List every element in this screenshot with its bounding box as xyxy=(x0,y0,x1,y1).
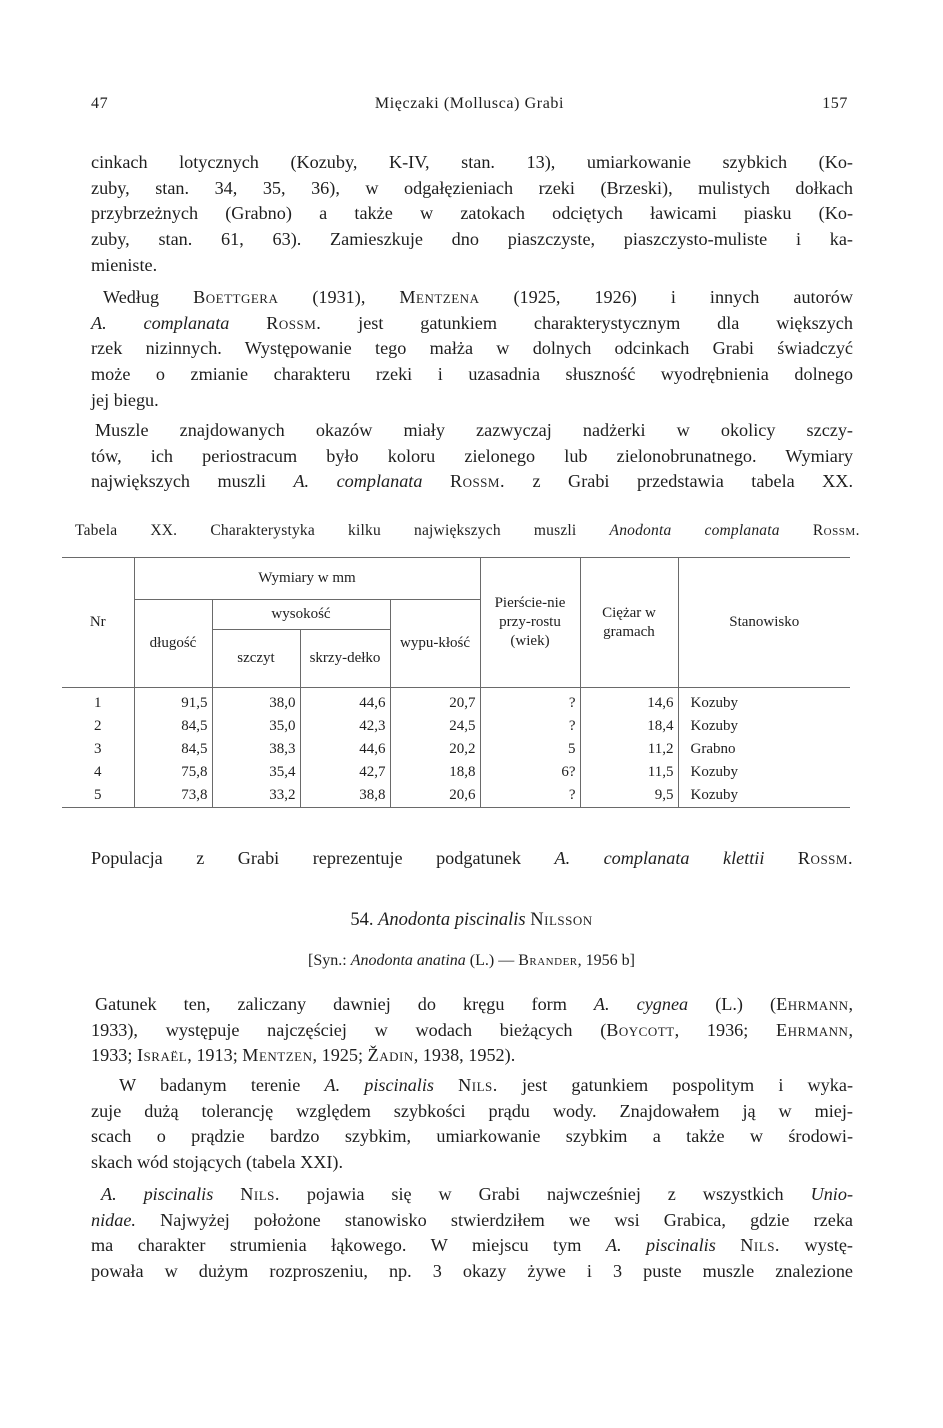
cell-szczyt: 38,0 xyxy=(212,688,300,716)
species-name: A. piscinalis xyxy=(324,1075,434,1095)
text-line: zuje dużą tolerancję względem szybkości prądu wody. Znajdowałem ją w miej- xyxy=(91,1100,853,1121)
header-wysokosc: wysokość xyxy=(212,600,390,630)
text-run: jest gatunkiem charakterystycznym dla większych xyxy=(321,312,853,333)
author-name: Žadin xyxy=(367,1045,414,1066)
header-wymiary: Wymiary w mm xyxy=(134,558,480,600)
text-line: przybrzeżnych (Grabno) a także w zatokach odciętych ławicami piasku (Ko- xyxy=(91,203,853,224)
author-name: Rossm. xyxy=(449,471,506,492)
family-name: Unio- xyxy=(810,1184,854,1204)
cell-stanowisko: Kozuby xyxy=(678,784,850,808)
text-line: zuby, stan. 34, 35, 36), w odgałęzieniach rzeki (Brzeski), mulistych dołkach xyxy=(91,177,853,198)
header-dlugosc: długość xyxy=(134,600,212,688)
cell-pierscienie: ? xyxy=(480,688,580,716)
text-run: Najwyżej położone stanowisko stwierdziłem we wsi Grabica, gdzie rzeka xyxy=(135,1209,853,1230)
text-run: (L.) — xyxy=(465,952,519,969)
text-line xyxy=(91,285,853,311)
text-run: 1933; xyxy=(91,1045,137,1066)
text-run: , 1925; xyxy=(312,1045,368,1066)
running-head-left-number: 47 xyxy=(91,95,109,112)
cell-dlugosc: 75,8 xyxy=(134,761,212,784)
cell-wypuklosc: 20,2 xyxy=(390,738,480,761)
cell-pierscienie: ? xyxy=(480,715,580,738)
text-run: największych muszli xyxy=(91,471,294,492)
cell-skrzydelko: 38,8 xyxy=(300,784,390,808)
dimensions-table xyxy=(62,557,850,808)
author-name: Nils. xyxy=(240,1184,280,1204)
species-name: A. piscinalis xyxy=(101,1184,214,1204)
author-name: Nils. xyxy=(740,1235,780,1256)
text-line: Muszle znajdowanych okazów miały zazwyczaj nadżerki w okolicy szczy- xyxy=(95,420,853,440)
text-run: , 1936; xyxy=(674,1019,777,1040)
table-row xyxy=(62,715,850,738)
author-name: Rossm. xyxy=(812,522,860,539)
cell-ciezar: 11,5 xyxy=(580,761,678,784)
text-run: [Syn.: xyxy=(308,952,351,969)
cell-stanowisko: Kozuby xyxy=(678,688,850,716)
cell-ciezar: 11,2 xyxy=(580,738,678,761)
cell-nr: 3 xyxy=(94,741,102,757)
text-line xyxy=(91,992,853,1018)
species-name: A. cygnea xyxy=(593,994,689,1014)
header-skrzydelko: skrzy-dełko xyxy=(300,630,390,688)
text-run: z Grabi przedstawia tabela XX. xyxy=(505,471,853,492)
cell-wypuklosc: 20,7 xyxy=(390,688,480,716)
text-run: 1933), występuje najczęściej w wodach bieżących ( xyxy=(91,1019,607,1040)
text-line xyxy=(91,1233,853,1259)
species-name: A. complanata klettii xyxy=(554,848,765,868)
paragraph-4 xyxy=(91,992,853,1069)
text-run: (1931), xyxy=(278,287,400,307)
text-run: (L.) ( xyxy=(688,994,777,1014)
cell-szczyt: 35,4 xyxy=(212,761,300,784)
text-run: , 1956 b] xyxy=(577,952,635,969)
cell-wypuklosc: 24,5 xyxy=(390,715,480,738)
text-run: pojawia się w Grabi najwcześniej z wszystkich xyxy=(279,1184,811,1204)
text-line xyxy=(91,1018,853,1044)
cell-wypuklosc: 18,8 xyxy=(390,761,480,784)
species-name: A. piscinalis xyxy=(605,1235,716,1256)
paragraph-3 xyxy=(91,418,853,495)
author-name: Mentzena xyxy=(399,287,480,307)
synonym-line xyxy=(0,952,943,970)
author-name: Ehrmann xyxy=(776,994,849,1014)
cell-stanowisko: Grabno xyxy=(678,738,850,761)
cell-skrzydelko: 42,3 xyxy=(300,715,390,738)
table-row xyxy=(62,784,850,808)
header-ciezar: Ciężar w gramach xyxy=(580,558,678,688)
cell-pierscienie: ? xyxy=(480,784,580,808)
text-line: tów, ich periostracum było koloru zielonego lub zielonobrunatnego. Wymiary xyxy=(91,445,853,466)
text-line xyxy=(91,1043,853,1069)
text-run: ma charakter strumienia łąkowego. W miejscu tym xyxy=(91,1235,606,1256)
author-name: Rossm. xyxy=(266,312,322,333)
cell-wypuklosc: 20,6 xyxy=(390,784,480,808)
table-row xyxy=(62,761,850,784)
author-name: Mentzen xyxy=(242,1045,313,1066)
text-line: scach o prądzie bardzo szybkim, umiarkowanie szybkim a także w środowi- xyxy=(91,1126,853,1147)
text-run: (1925, 1926) i innych autorów xyxy=(479,287,853,307)
text-line: cinkach lotycznych (Kozuby, K-IV, stan. 13), umiarkowanie szybkich (Ko- xyxy=(91,152,853,172)
paragraph-5 xyxy=(91,1073,853,1176)
cell-stanowisko: Kozuby xyxy=(678,715,850,738)
header-pierscienie: Pierście-nie przy-rostu (wiek) xyxy=(480,558,580,688)
text-run: , xyxy=(848,994,854,1014)
author-name: Nils. xyxy=(458,1075,498,1095)
text-run: wystę- xyxy=(779,1235,853,1256)
paragraph-1 xyxy=(91,150,853,278)
author-name: Israël xyxy=(136,1045,188,1066)
header-nr: Nr xyxy=(62,558,134,688)
text-line: powała w dużym rozproszeniu, np. 3 okazy żywe i 3 puste muszle znalezione xyxy=(91,1261,853,1282)
paragraph-2 xyxy=(91,285,853,413)
table-caption xyxy=(75,522,860,540)
cell-nr: 5 xyxy=(94,787,102,803)
cell-nr: 2 xyxy=(94,718,102,734)
text-run: , xyxy=(848,1019,853,1040)
cell-skrzydelko: 42,7 xyxy=(300,761,390,784)
running-head xyxy=(91,95,848,121)
cell-skrzydelko: 44,6 xyxy=(300,688,390,716)
table-row xyxy=(62,688,850,716)
cell-szczyt: 35,0 xyxy=(212,715,300,738)
text-run: Według xyxy=(103,287,194,307)
text-run: W badanym terenie xyxy=(119,1075,325,1095)
text-line: jej biegu. xyxy=(91,389,159,410)
text-line xyxy=(91,311,853,337)
author-name: Brander xyxy=(518,952,578,969)
cell-pierscienie: 5 xyxy=(480,738,580,761)
species-name: A. complanata xyxy=(91,312,230,333)
author-name: Ehrmann xyxy=(776,1019,849,1040)
cell-dlugosc: 84,5 xyxy=(134,738,212,761)
cell-ciezar: 9,5 xyxy=(580,784,678,808)
author-name: Rossm. xyxy=(797,848,854,868)
paragraph-6 xyxy=(91,1182,853,1285)
cell-ciezar: 18,4 xyxy=(580,715,678,738)
cell-ciezar: 14,6 xyxy=(580,688,678,716)
cell-szczyt: 33,2 xyxy=(212,784,300,808)
text-run: Gatunek ten, zaliczany dawniej do kręgu form xyxy=(95,994,594,1014)
text-run: , 1913; xyxy=(187,1045,243,1066)
text-line: może o zmianie charakteru rzeki i uzasadnia słuszność wyodrębnienia dolnego xyxy=(91,364,853,385)
caption-text: Tabela XX. Charakterystyka kilku największych muszli xyxy=(75,522,610,539)
cell-dlugosc: 73,8 xyxy=(134,784,212,808)
cell-dlugosc: 91,5 xyxy=(134,688,212,716)
author-name: Boettgera xyxy=(193,287,279,307)
cell-pierscienie: 6? xyxy=(480,761,580,784)
family-name: nidae. xyxy=(91,1209,136,1230)
species-name: A. complanata xyxy=(293,471,423,492)
species-name: Anodonta complanata xyxy=(609,522,780,539)
cell-skrzydelko: 44,6 xyxy=(300,738,390,761)
text-line: zuby, stan. 61, 63). Zamieszkuje dno piaszczyste, piaszczysto-muliste i ka- xyxy=(91,229,853,250)
cell-nr: 1 xyxy=(94,695,102,711)
text-run: Populacja z Grabi reprezentuje podgatunek xyxy=(91,848,555,868)
section-heading xyxy=(0,910,943,931)
text-line: mieniste. xyxy=(91,254,158,275)
table-row xyxy=(62,738,850,761)
table-xx xyxy=(62,557,850,829)
text-line xyxy=(91,846,853,872)
text-line xyxy=(91,1073,853,1099)
heading-number: 54. xyxy=(350,910,379,930)
paragraph-after-table xyxy=(91,846,853,872)
author-name: Boycott xyxy=(606,1019,675,1040)
text-line: rzek nizinnych. Występowanie tego małża w dolnych odcinkach Grabi świadczyć xyxy=(91,338,853,359)
cell-nr: 4 xyxy=(94,764,102,780)
text-line xyxy=(91,1208,853,1234)
species-name: Anodonta anatina xyxy=(350,952,466,969)
running-head-title: Mięczaki (Mollusca) Grabi xyxy=(374,95,565,112)
cell-szczyt: 38,3 xyxy=(212,738,300,761)
header-szczyt: szczyt xyxy=(212,630,300,688)
header-stanowisko: Stanowisko xyxy=(678,558,850,688)
text-line xyxy=(91,469,853,495)
header-wypuklosc: wypu-kłość xyxy=(390,600,480,688)
text-run: , 1938, 1952). xyxy=(413,1045,516,1066)
text-run: jest gatunkiem pospolitym i wyka- xyxy=(497,1075,854,1095)
cell-stanowisko: Kozuby xyxy=(678,761,850,784)
text-line xyxy=(91,1182,853,1208)
page-number: 157 xyxy=(822,95,848,112)
cell-dlugosc: 84,5 xyxy=(134,715,212,738)
text-line: skach wód stojących (tabela XXI). xyxy=(91,1152,344,1173)
species-name: Anodonta piscinalis xyxy=(378,910,526,930)
author-name: Nilsson xyxy=(530,910,593,930)
